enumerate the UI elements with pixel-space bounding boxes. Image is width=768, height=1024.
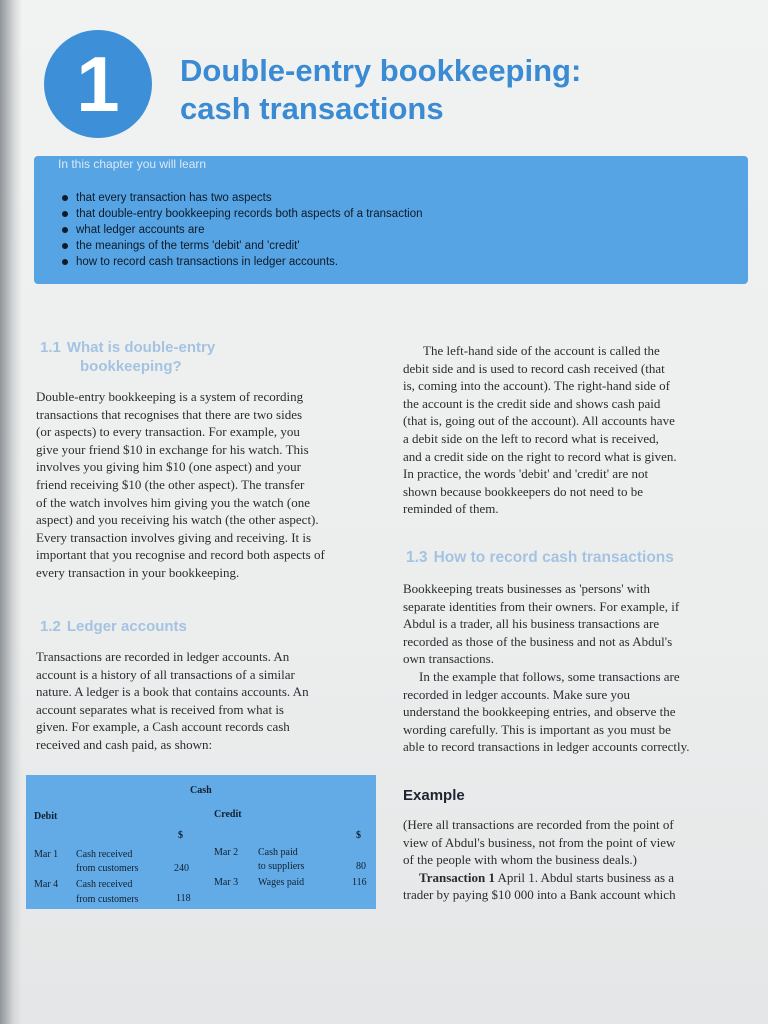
credit-heading: Credit bbox=[214, 809, 242, 820]
chapter-number-badge bbox=[44, 30, 152, 138]
bullet-icon bbox=[62, 243, 68, 249]
text-line: and a credit side on the right to record what is given. bbox=[403, 448, 677, 464]
debit-desc: Cash received bbox=[76, 879, 133, 890]
transaction-label: Transaction 1 bbox=[419, 869, 495, 885]
debit-amount: 118 bbox=[176, 893, 191, 904]
paragraph-double-entry bbox=[36, 388, 372, 582]
text-line: aspect) and you receiving his watch (the other aspect). bbox=[36, 512, 319, 528]
text-line: nature. A ledger is a book that contains accounts. An bbox=[36, 684, 309, 700]
credit-amount: 116 bbox=[352, 877, 367, 888]
section-heading-1-2 bbox=[40, 617, 187, 636]
chapter-title-line2: cash transactions bbox=[180, 91, 444, 126]
text-line: trader by paying $10 000 into a Bank account which bbox=[403, 887, 676, 903]
text-line: is, coming into the account). The right-hand side of bbox=[403, 378, 670, 394]
list-item bbox=[62, 206, 423, 222]
text-line: (or aspects) to every transaction. For example, you bbox=[36, 424, 300, 440]
text-line: In practice, the words 'debit' and 'credit' are not bbox=[403, 466, 649, 482]
objective-text: that double-entry bookkeeping records both aspects of a transaction bbox=[76, 208, 423, 220]
list-item bbox=[62, 222, 423, 238]
text-line: Double-entry bookkeeping is a system of recording bbox=[36, 389, 304, 404]
text-line: (that is, going out of the account). All accounts have bbox=[403, 413, 675, 429]
cash-account-table bbox=[26, 775, 376, 909]
objective-text: how to record cash transactions in ledger accounts. bbox=[76, 256, 339, 268]
text-line: In the example that follows, some transactions are bbox=[419, 668, 680, 684]
chapter-title bbox=[180, 52, 740, 128]
list-item bbox=[62, 190, 423, 206]
text-line: received and cash paid, as shown: bbox=[36, 736, 213, 752]
paragraph-record-transactions bbox=[403, 580, 748, 756]
account-title: Cash bbox=[190, 785, 212, 796]
text-line: Transactions are recorded in ledger accounts. An bbox=[36, 649, 290, 664]
debit-date: Mar 4 bbox=[34, 879, 59, 890]
paragraph-ledger-accounts bbox=[36, 648, 372, 754]
transaction-line bbox=[403, 869, 748, 887]
text-line: every transaction in your bookkeeping. bbox=[36, 564, 240, 580]
objective-text: that every transaction has two aspects bbox=[76, 192, 272, 204]
section-title-line1: What is double-entry bbox=[66, 339, 216, 356]
text-line: transactions that recognises that there are two sides bbox=[36, 406, 303, 422]
text-line: of the watch involves him giving you the watch (one bbox=[36, 494, 311, 510]
section-heading-1-1 bbox=[40, 338, 215, 376]
credit-desc: Cash paid bbox=[258, 847, 298, 858]
section-number: 1.3 bbox=[406, 549, 428, 566]
example-body bbox=[403, 816, 748, 904]
chapter-title-line1: Double-entry bookkeeping: bbox=[180, 53, 582, 88]
text-line: own transactions. bbox=[403, 651, 494, 667]
text-line: understand the bookkeeping entries, and observe the bbox=[403, 704, 676, 720]
debit-desc: from customers bbox=[76, 863, 139, 874]
text-line: reminded of them. bbox=[403, 501, 499, 517]
text-line: The left-hand side of the account is called the bbox=[423, 343, 660, 358]
text-line: account is a history of all transactions of a similar bbox=[36, 666, 295, 682]
section-title: How to record cash transactions bbox=[433, 549, 674, 566]
text-line: given. For example, a Cash account records cash bbox=[36, 719, 290, 735]
credit-currency: $ bbox=[356, 830, 361, 841]
bullet-icon bbox=[62, 227, 68, 233]
credit-date: Mar 3 bbox=[214, 877, 239, 888]
text-line: Abdul is a trader, all his business transactions are bbox=[403, 616, 660, 632]
page-gutter-shadow bbox=[0, 0, 22, 1024]
text-line: view of Abdul's business, not from the point of view bbox=[403, 834, 676, 850]
credit-desc: to suppliers bbox=[258, 861, 305, 872]
text-line: involves you giving him $10 (one aspect) and your bbox=[36, 459, 302, 475]
debit-desc: Cash received bbox=[76, 849, 133, 860]
paragraph-debit-credit bbox=[403, 342, 748, 518]
text-line: Bookkeeping treats businesses as 'persons' with bbox=[403, 581, 650, 596]
section-heading-1-3 bbox=[406, 548, 674, 567]
debit-desc: from customers bbox=[76, 894, 139, 905]
text-line: debit side and is used to record cash received (that bbox=[403, 360, 665, 376]
bullet-icon bbox=[62, 195, 68, 201]
learning-objectives-list bbox=[62, 190, 423, 270]
debit-amount: 240 bbox=[174, 863, 189, 874]
text-line: Every transaction involves giving and receiving. It is bbox=[36, 529, 312, 545]
text-line: (Here all transactions are recorded from the point of bbox=[403, 817, 674, 832]
chapter-number: 1 bbox=[76, 39, 120, 128]
section-title: Ledger accounts bbox=[66, 618, 187, 635]
list-item bbox=[62, 254, 423, 270]
text-line: recorded as those of the business and not as Abdul's bbox=[403, 633, 673, 649]
debit-currency: $ bbox=[178, 830, 183, 841]
credit-amount: 80 bbox=[356, 861, 366, 872]
section-number: 1.1 bbox=[40, 339, 61, 356]
section-title-line2: bookkeeping? bbox=[80, 358, 182, 375]
text-line: give your friend $10 in exchange for his watch. This bbox=[36, 441, 309, 457]
example-heading: Example bbox=[403, 787, 465, 804]
objective-text: what ledger accounts are bbox=[76, 224, 205, 236]
debit-date: Mar 1 bbox=[34, 849, 59, 860]
credit-desc: Wages paid bbox=[258, 877, 305, 888]
text-line: of the people with whom the business deals.) bbox=[403, 852, 637, 868]
text-line: friend receiving $10 (the other aspect). The transfer bbox=[36, 476, 305, 492]
text-line: a debit side on the left to record what is received, bbox=[403, 430, 659, 446]
bullet-icon bbox=[62, 259, 68, 265]
text-line: able to record transactions in ledger accounts correctly. bbox=[403, 739, 690, 755]
bullet-icon bbox=[62, 211, 68, 217]
text-line: recorded in ledger accounts. Make sure you bbox=[403, 686, 631, 702]
learning-objectives-heading: In this chapter you will learn bbox=[58, 157, 207, 171]
text-line: account separates what is received from what is bbox=[36, 701, 284, 717]
text-line: important that you recognise and record both aspects of bbox=[36, 547, 325, 563]
section-number: 1.2 bbox=[40, 618, 61, 635]
debit-heading: Debit bbox=[34, 811, 58, 822]
objective-text: the meanings of the terms 'debit' and 'credit' bbox=[76, 240, 300, 252]
list-item bbox=[62, 238, 423, 254]
credit-date: Mar 2 bbox=[214, 847, 239, 858]
text-line: shown because bookkeepers do not need to be bbox=[403, 483, 644, 499]
text-line: separate identities from their owners. For example, if bbox=[403, 598, 680, 614]
text-line: wording carefully. This is important as you must be bbox=[403, 721, 671, 737]
transaction-text: April 1. Abdul starts business as a bbox=[494, 869, 675, 885]
text-line: the account is the credit side and shows cash paid bbox=[403, 395, 661, 411]
